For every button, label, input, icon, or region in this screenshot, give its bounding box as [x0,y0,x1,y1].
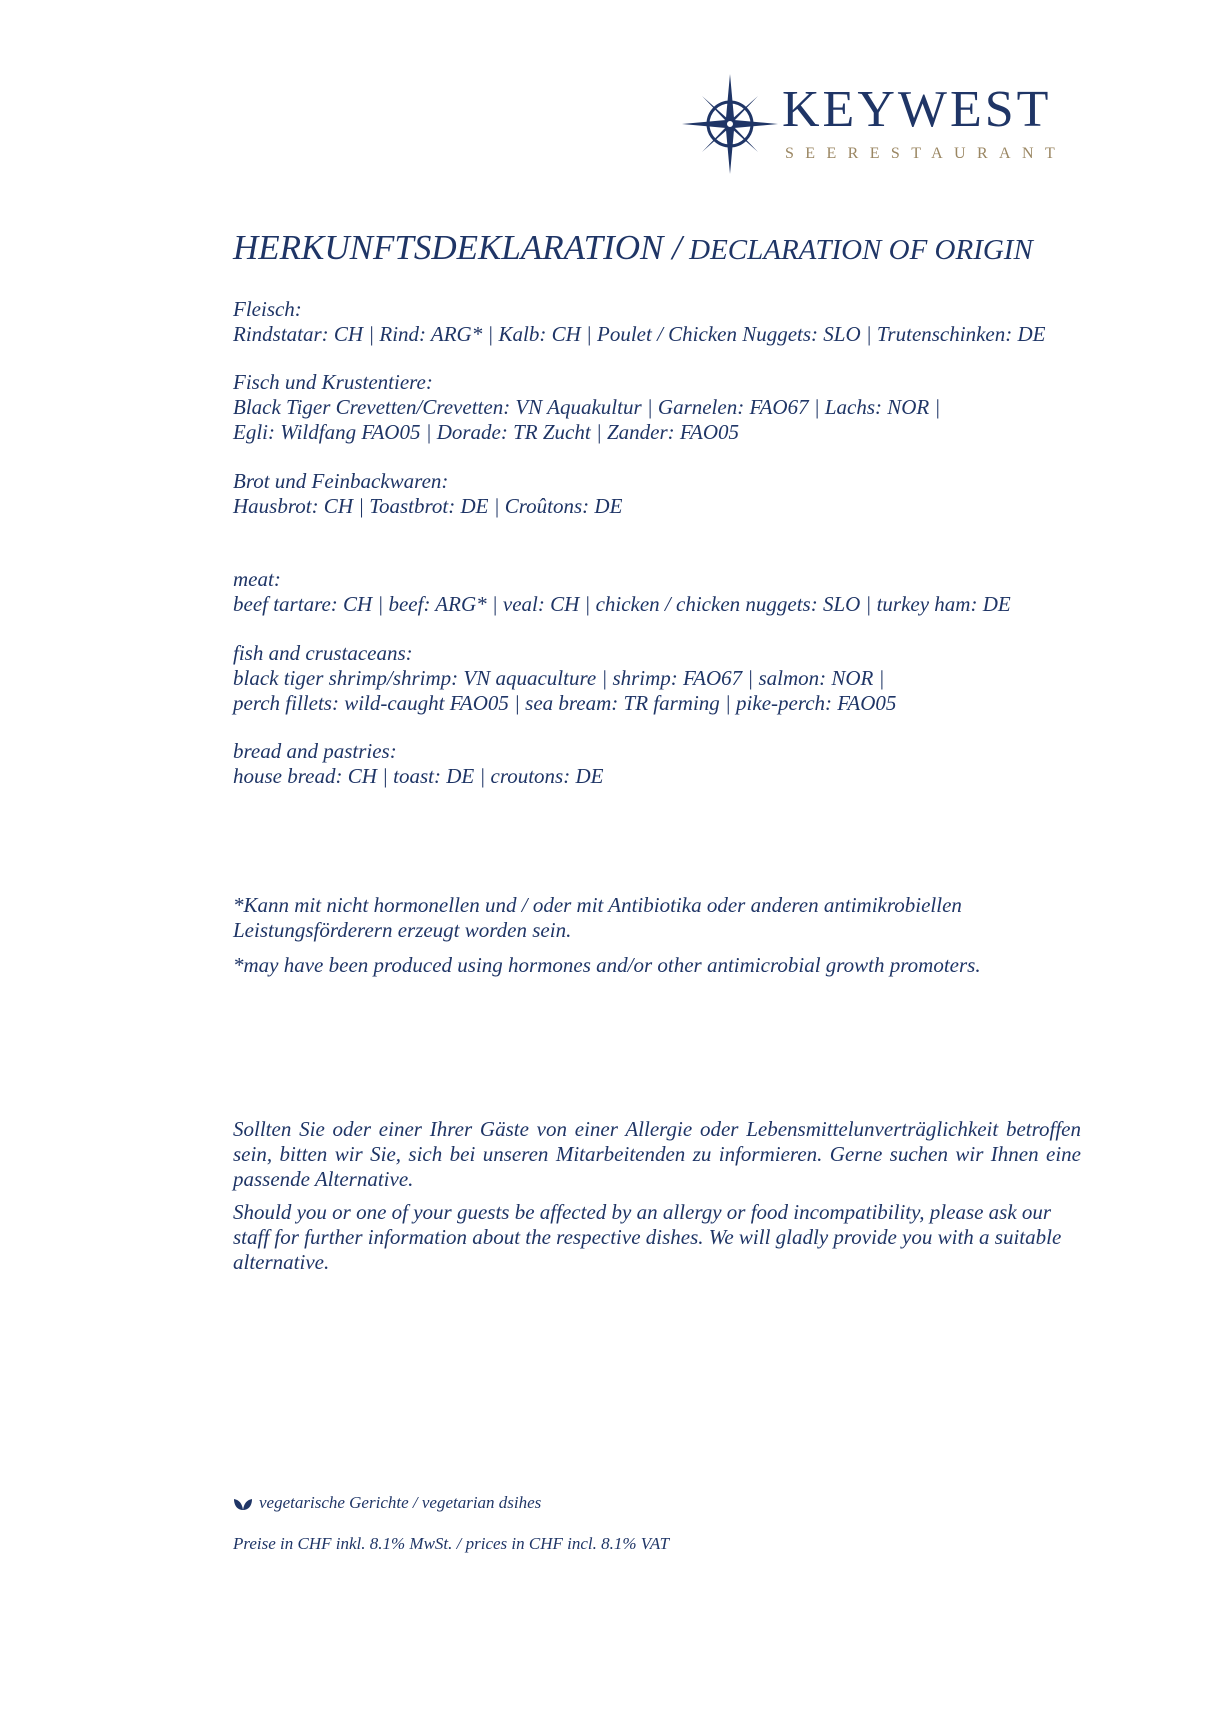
origin-line: Hausbrot: CH | Toastbrot: DE | Croûtons: DE [233,494,623,518]
section-heading: Fisch und Krustentiere: [233,370,433,394]
section-heading: Fleisch: [233,297,302,321]
title-english: DECLARATION OF ORIGIN [681,234,1033,266]
page-title [233,228,1033,268]
brand-logo [682,74,1082,174]
origin-line: perch fillets: wild-caught FAO05 | sea bream: TR farming | pike-perch: FAO05 [233,691,897,715]
section-heading: bread and pastries: [233,739,397,763]
origin-line: beef tartare: CH | beef: ARG* | veal: CH | chicken / chicken nuggets: SLO | turkey ham: DE [233,592,1011,616]
leaf-icon [233,1497,253,1511]
brand-name: KEYWEST [782,81,1052,138]
hormone-note-german: *Kann mit nicht hormonellen und / oder mit Antibiotika oder anderen antimikrobiellen Leistungsförderern erzeugt worden sein. [233,893,962,942]
section-de-fish [233,370,940,445]
section-de-meat [233,297,1045,347]
origin-line: Black Tiger Crevetten/Crevetten: VN Aquakultur | Garnelen: FAO67 | Lachs: NOR | [233,395,941,419]
origin-line: house bread: CH | toast: DE | croutons: DE [233,764,604,788]
origin-line: black tiger shrimp/shrimp: VN aquaculture | shrimp: FAO67 | salmon: NOR | [233,666,885,690]
section-en-meat [233,567,1011,617]
title-german: HERKUNFTSDEKLARATION / [233,228,682,267]
hormone-note-english: *may have been produced using hormones and/or other antimicrobial growth promoters. [233,953,981,977]
origin-line: Egli: Wildfang FAO05 | Dorade: TR Zucht | Zander: FAO05 [233,420,740,444]
section-en-bread [233,739,603,789]
section-heading: fish and crustaceans: [233,641,413,665]
section-heading: Brot und Feinbackwaren: [233,469,449,493]
allergy-note-english: Should you or one of your guests be affected by an allergy or food incompatibility, please ask our staff for further information about the respective dishes. We will gladly provide you with a suitable alternative. [233,1200,1062,1274]
price-note: Preise in CHF inkl. 8.1% MwSt. / prices in CHF incl. 8.1% VAT [233,1534,670,1553]
compass-rose-icon [682,74,778,174]
section-en-fish [233,641,896,716]
brand-subtitle: SEERESTAURANT [785,145,1067,162]
allergy-note-german: Sollten Sie oder einer Ihrer Gäste von einer Allergie oder Lebensmittelunverträglichkeit betroffen sein, bitten wir Sie, sich bei unseren Mitarbeitenden zu informieren. Gerne suchen wir Ihnen eine passende Alternative. [233,1117,1081,1191]
vegetarian-legend-label: vegetarische Gerichte / vegetarian dsihes [259,1493,542,1512]
vegetarian-legend [233,1493,541,1513]
section-heading: meat: [233,567,281,591]
section-de-bread [233,469,622,519]
origin-line: Rindstatar: CH | Rind: ARG* | Kalb: CH | Poulet / Chicken Nuggets: SLO | Trutenschinken: DE [233,322,1046,346]
